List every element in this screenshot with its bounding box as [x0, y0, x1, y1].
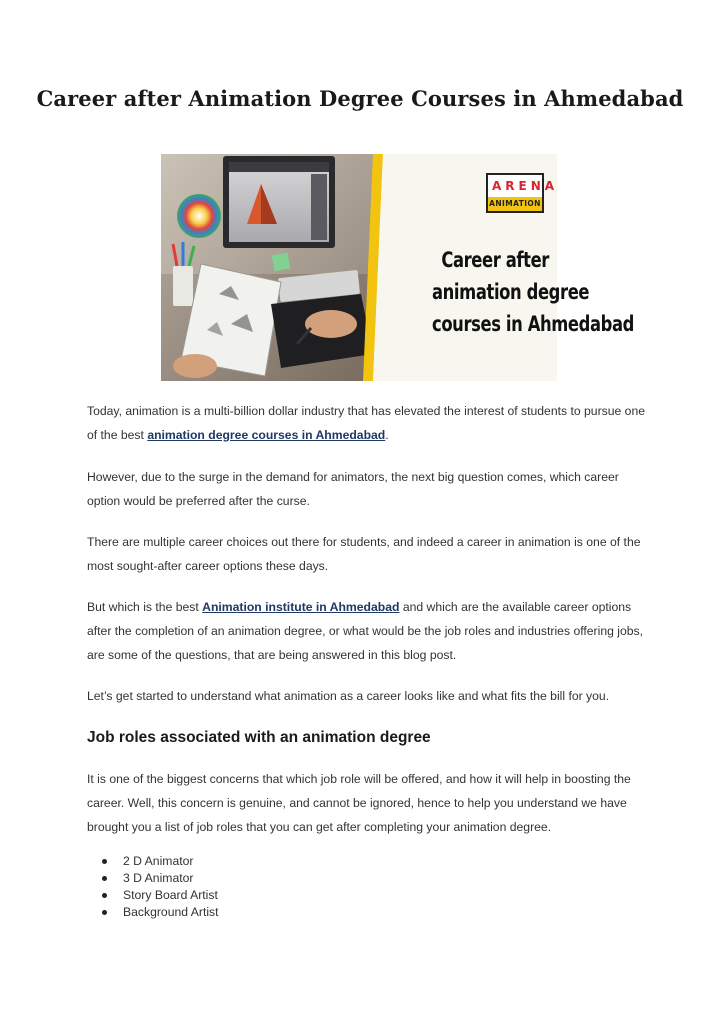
- job-roles-list: [100, 853, 219, 921]
- section-heading-job-roles: Job roles associated with an animation degree: [87, 729, 431, 746]
- banner-line-1: Career after: [441, 248, 549, 272]
- link-animation-degree-courses[interactable]: animation degree courses in Ahmedabad: [147, 428, 386, 442]
- banner-line-2: animation degree: [432, 280, 590, 304]
- paragraph-demand: However, due to the surge in the demand for animators, the next big question comes, which career option would be preferred after the curse.: [87, 470, 619, 508]
- banner-image: [161, 154, 634, 381]
- list-item-label: Story Board Artist: [123, 888, 218, 902]
- paragraph-intro: [87, 399, 647, 447]
- paragraph-intro-end: .: [385, 428, 389, 442]
- paragraph-get-started: Let’s get started to understand what animation as a career looks like and what fits the bill for you.: [87, 689, 610, 703]
- paragraph-institute-text: But which is the best: [87, 600, 203, 614]
- banner-headline: [432, 244, 634, 340]
- page-title: Career after Animation Degree Courses in Ahmedabad: [36, 86, 684, 111]
- list-item-label: 3 D Animator: [123, 871, 194, 885]
- paragraph-institute: [87, 595, 647, 667]
- bullet-icon: [102, 859, 107, 864]
- bullet-icon: [102, 910, 107, 915]
- list-item: [100, 870, 219, 887]
- bullet-icon: [102, 893, 107, 898]
- paragraph-career-choices: There are multiple career choices out there for students, and indeed a career in animation is one of the most sought-after career options these days.: [87, 535, 641, 573]
- paragraph-institute-rest: and which are the available career options after the completion of an animation degree, or what would be the job roles and industries offering jobs, are some of the questions, that are being answered in this blog post.: [87, 600, 644, 662]
- link-animation-institute[interactable]: Animation institute in Ahmedabad: [202, 600, 400, 614]
- logo-sub-text: ANIMATION: [488, 197, 542, 211]
- list-item-label: Background Artist: [123, 905, 219, 919]
- banner-line-3: courses in Ahmedabad: [432, 312, 634, 336]
- bullet-icon: [102, 876, 107, 881]
- list-item: [100, 904, 219, 921]
- list-item: [100, 853, 219, 870]
- list-item: [100, 887, 219, 904]
- arena-animation-logo: [486, 173, 559, 213]
- paragraph-intro-text: Today, animation is a multi-billion dollar industry that has elevated the interest of students to pursue one of the best: [87, 404, 646, 442]
- paragraph-job-roles-intro: It is one of the biggest concerns that which job role will be offered, and how it will help in boosting the career. Well, this concern is genuine, and cannot be ignored, hence to help you understand we have brought you a list of job roles that you can get after completing your animation degree.: [87, 772, 631, 834]
- logo-brand-text: ARENA: [492, 179, 559, 193]
- list-item-label: 2 D Animator: [123, 854, 194, 868]
